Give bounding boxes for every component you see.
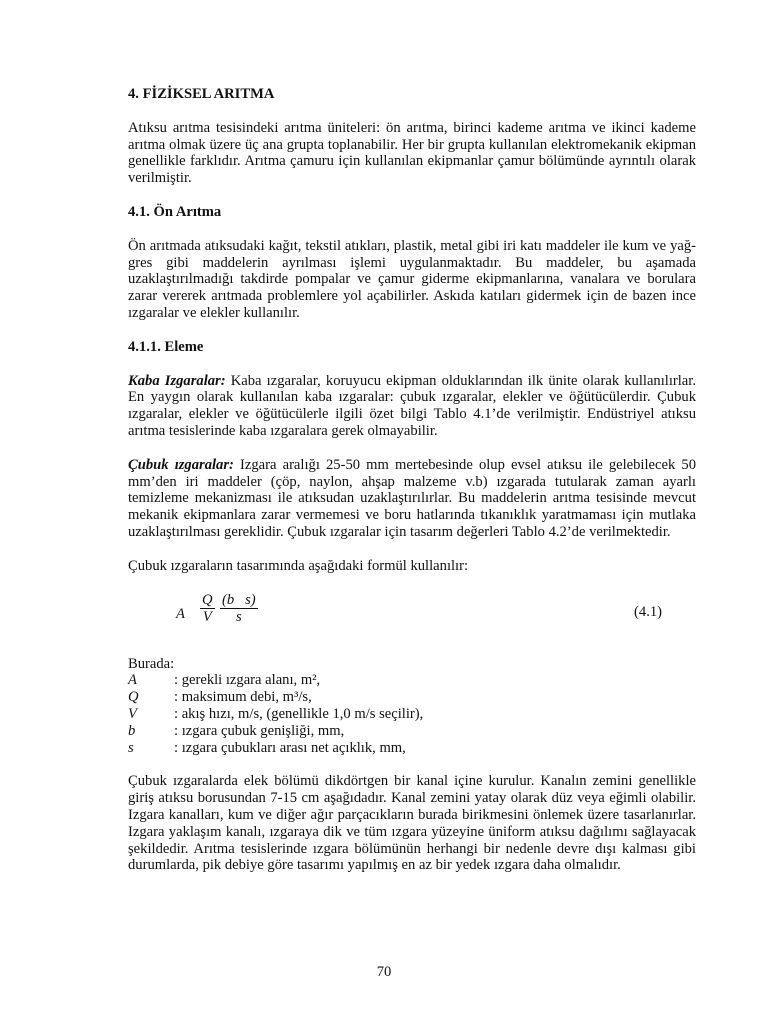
variable-definitions: [128, 656, 696, 757]
page-number: 70: [376, 964, 392, 980]
definition-symbol: A: [128, 672, 137, 689]
formula-fraction-q-over-v: [200, 592, 215, 627]
paragraph-kanal: Çubuk ızgaralarda elek bölümü dikdörtgen bir kanal içine kurulur. Kanalın zemini genellikle giriş atıksu borusundan 7-15 cm aşağıdadır. Kanal zemini yatay olarak düz veya eğimli olabilir. Izgara kanalları, kum ve diğer ağır parçacıkların burada birikmesini önlemek üzere tasarlanırlar. Izgara yaklaşım kanalı, ızgaraya dik ve tüm ızgara yüzeyine üniform atıksu dağılımı sağlayacak şekildedir. Arıtma tesislerinde ızgara bölümünün herhangi bir nedenle devre dışı kalması gibi durumlarda, pik debiye göre tasarımı yapılmış en az bir yedek ızgara daha olmalıdır.: [128, 773, 696, 874]
term-kaba-izgaralar: Kaba Izgaralar:: [128, 372, 226, 389]
formula-numerator-b-s: (b s): [222, 591, 256, 608]
definition-row: [128, 672, 696, 689]
paragraph-cubuk-izgaralar: [128, 457, 696, 541]
paragraph-formula-intro: Çubuk ızgaraların tasarımında aşağıdaki formül kullanılır:: [128, 557, 469, 574]
definition-symbol: V: [128, 705, 137, 722]
term-cubuk-izgaralar: Çubuk ızgaralar:: [128, 456, 234, 473]
definition-row: [128, 706, 696, 723]
definition-row: [128, 723, 696, 740]
page-content: [128, 86, 696, 874]
equation-number: (4.1): [634, 603, 662, 620]
definition-text: : gerekli ızgara alanı, m²,: [174, 672, 321, 689]
definition-text: : akış hızı, m/s, (genellikle 1,0 m/s seçilir),: [174, 705, 424, 722]
paragraph-on-aritma: Ön arıtmada atıksudaki kağıt, tekstil atıkları, plastik, metal gibi iri katı maddeler ile kum ve yağ-gres gibi maddelerin ayrılması işlemi uygulanmaktadır. Bu maddeler, bu aşamada uzaklaştırılmadığı takdirde pompalar ve çamur giderme ekipmanlarına, vanalara ve borulara zarar vererek arıtmada problemlere yol açabilirler. Askıda katıları gidermek için de bazen ince ızgaralar ve elekler kullanılır.: [128, 237, 696, 321]
definition-text: : ızgara çubuk genişliği, mm,: [174, 722, 345, 739]
definition-row: [128, 740, 696, 757]
formula-4-1: [128, 592, 696, 636]
burada-label: Burada:: [128, 655, 175, 672]
definition-symbol: s: [128, 739, 134, 756]
formula-numerator-q: Q: [202, 591, 213, 608]
definition-text: : ızgara çubukları arası net açıklık, mm,: [174, 739, 406, 756]
formula-denominator-v: V: [200, 608, 215, 626]
section-heading-4: 4. FİZİKSEL ARITMA: [128, 86, 275, 102]
formula-denominator-s: s: [220, 608, 258, 626]
definition-symbol: Q: [128, 689, 139, 706]
formula-lhs: A: [176, 605, 185, 622]
definition-row: [128, 689, 696, 706]
definition-text: : maksimum debi, m³/s,: [174, 689, 312, 706]
paragraph-intro: Atıksu arıtma tesisindeki arıtma üniteleri: ön arıtma, birinci kademe arıtma ve ikinci kademe arıtma olmak üzere üç ana grupta toplanabilir. Her bir grupta kullanılan elektromekanik ekipman genellikle farklıdır. Arıtma çamuru için kullanılan ekipmanlar çamur bölümünde ayrıntılı olarak verilmiştir.: [128, 119, 696, 187]
definition-symbol: b: [128, 722, 136, 739]
paragraph-kaba-izgaralar: [128, 373, 696, 440]
text-kaba-izgaralar: Kaba ızgaralar, koruyucu ekipman olduklarından ilk ünite olarak kullanılırlar. En yaygın olarak kullanılan kaba ızgaralar: çubuk ızgaralar, elekler ve öğütücülerdir. Çubuk ızgaralar, elekler ve öğütücülerle ilgili özet bilgi Tablo 4.1’de verilmiştir. Endüstriyel atıksu arıtma tesislerinde kaba ızgaralara gerek olmayabilir.: [128, 372, 696, 439]
section-heading-4-1-1: 4.1.1. Eleme: [128, 338, 204, 355]
section-heading-4-1: 4.1. Ön Arıtma: [128, 203, 222, 220]
text-cubuk-izgaralar: Izgara aralığı 25-50 mm mertebesinde olup evsel atıksu ile gelebilecek 50 mm’den iri maddeler (çöp, naylon, ahşap malzeme v.b) ızgarada tutularak zaman ayarlı temizleme mekanizması ile atıksudan uzaklaştırılırlar. Bu maddelerin arıtma tesisinde mevcut mekanik ekipmanlara zarar vermemesi ve boru hatlarında tıkanıklık yaratmaması için mutlaka uzaklaştırılması gereklidir. Çubuk ızgaralar için tasarım değerleri Tablo 4.2’de verilmektedir.: [128, 456, 696, 540]
formula-fraction-b-s-over-s: [220, 592, 258, 627]
